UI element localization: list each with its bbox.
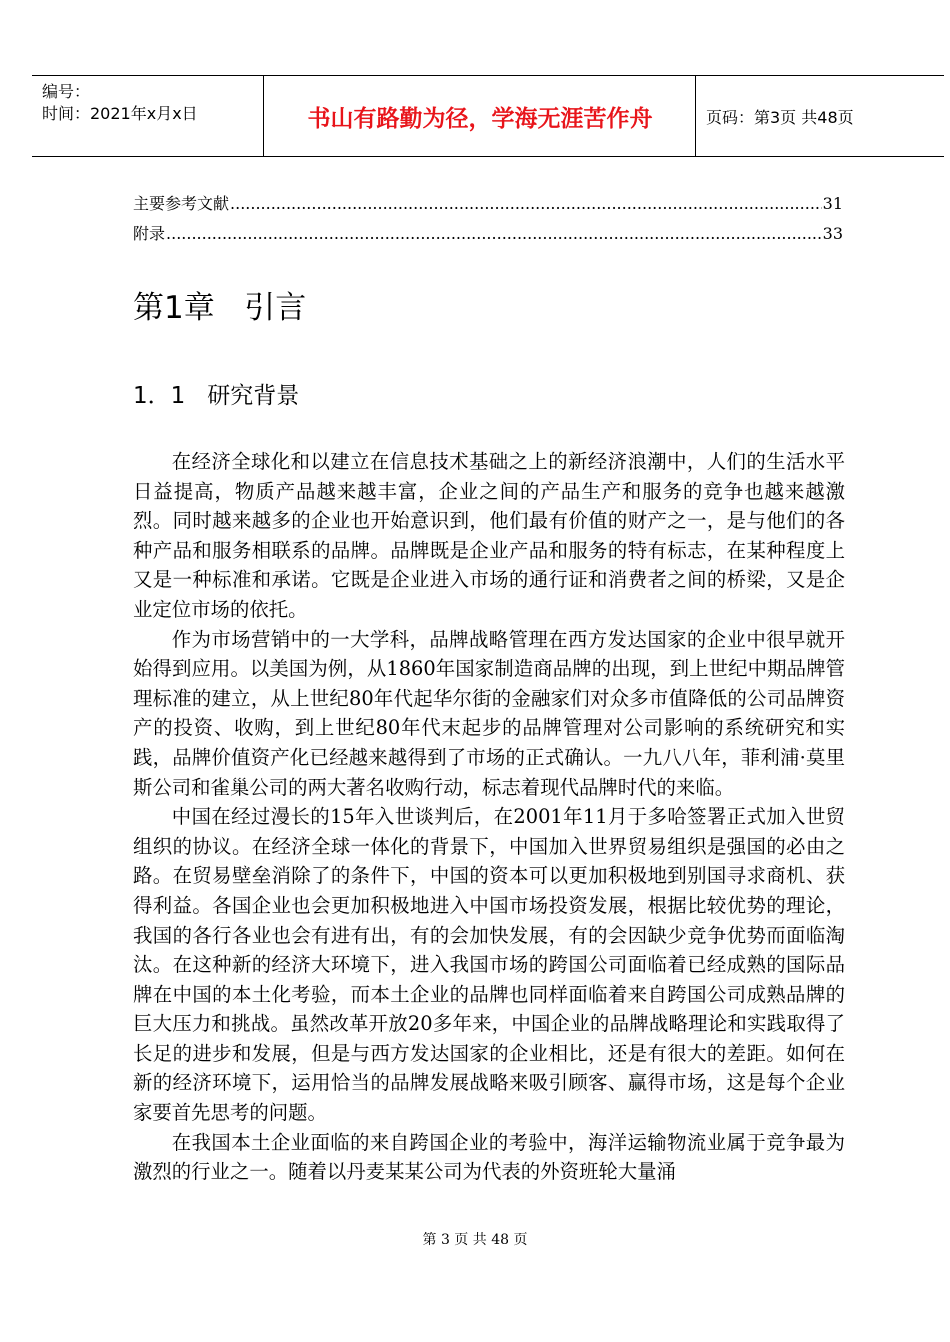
header-motto: 书山有路勤为径，学海无涯苦作舟 bbox=[307, 106, 653, 132]
page-header bbox=[32, 75, 944, 157]
page-footer: 第 3 页 共 48 页 bbox=[422, 1232, 528, 1248]
toc-entry-references bbox=[133, 193, 843, 215]
paragraph: 在经济全球化和以建立在信息技术基础之上的新经济浪潮中，人们的生活水平日益提高，物质产品越来越丰富，企业之间的产品生产和服务的竞争也越来越激烈。同时越来越多的企业也开始意识到，他们最有价值的财产之一，是与他们的各种产品和服务相联系的品牌。品牌既是企业产品和服务的特有标志，在某种程度上又是一种标准和承诺。它既是企业进入市场的通行证和消费者之间的桥梁，又是企业定位市场的依托。 bbox=[133, 450, 845, 621]
toc-leader-dots bbox=[166, 223, 822, 245]
chapter-title: 第1章 引言 bbox=[133, 290, 307, 326]
header-left-cell bbox=[32, 76, 264, 156]
header-page-cell bbox=[696, 76, 944, 156]
body-text bbox=[133, 447, 845, 1187]
toc-leader-dots bbox=[230, 193, 822, 215]
header-page-info: 页码：第3页 共48页 bbox=[706, 108, 854, 127]
paragraph: 作为市场营销中的一大学科，品牌战略管理在西方发达国家的企业中很早就开始得到应用。以美国为例，从1860年国家制造商品牌的出现，到上世纪中期品牌管理标准的建立，从上世纪80年代起华尔街的金融家们对众多市值降低的公司品牌资产的投资、收购，到上世纪80年代末起步的品牌管理对公司影响的系统研究和实践，品牌价值资产化已经越来越得到了市场的正式确认。一九八八年，菲利浦·莫里斯公司和雀巢公司的两大著名收购行动，标志着现代品牌时代的来临。 bbox=[133, 627, 845, 799]
paragraph: 在我国本土企业面临的来自跨国企业的考验中，海洋运输物流业属于竞争最为激烈的行业之一。随着以丹麦某某公司为代表的外资班轮大量涌 bbox=[133, 1130, 845, 1184]
section-title: 1．1 研究背景 bbox=[133, 383, 300, 409]
toc-entry-page: 33 bbox=[822, 224, 843, 243]
paragraph: 中国在经过漫长的15年入世谈判后，在2001年11月于多哈签署正式加入世贸组织的协议。在经济全球一体化的背景下，中国加入世界贸易组织是强国的必由之路。在贸易壁垒消除了的条件下，中国的资本可以更加积极地到别国寻求商机、获得利益。各国企业也会更加积极地进入中国市场投资发展，根据比较优势的理论，我国的各行各业也会有进有出，有的会加快发展，有的会因缺少竞争优势而面临淘汰。在这种新的经济大环境下，进入我国市场的跨国公司面临着已经成熟的国际品牌在中国的本土化考验，而本土企业的品牌也同样面临着来自跨国公司成熟品牌的巨大压力和挑战。虽然改革开放20多年来，中国企业的品牌战略理论和实践取得了长足的进步和发展，但是与西方发达国家的企业相比，还是有很大的差距。如何在新的经济环境下，运用恰当的品牌发展战略来吸引顾客、赢得市场，这是每个企业家要首先思考的问题。 bbox=[133, 805, 845, 1125]
toc-entry-appendix bbox=[133, 223, 843, 245]
document-number-label: 编号： bbox=[42, 82, 91, 101]
document-time-label: 时间：2021年x月x日 bbox=[42, 104, 198, 123]
header-motto-cell bbox=[264, 76, 696, 156]
toc-entry-title: 附录 bbox=[133, 224, 166, 243]
toc-entry-title: 主要参考文献 bbox=[133, 194, 230, 213]
toc-entry-page: 31 bbox=[822, 194, 843, 213]
